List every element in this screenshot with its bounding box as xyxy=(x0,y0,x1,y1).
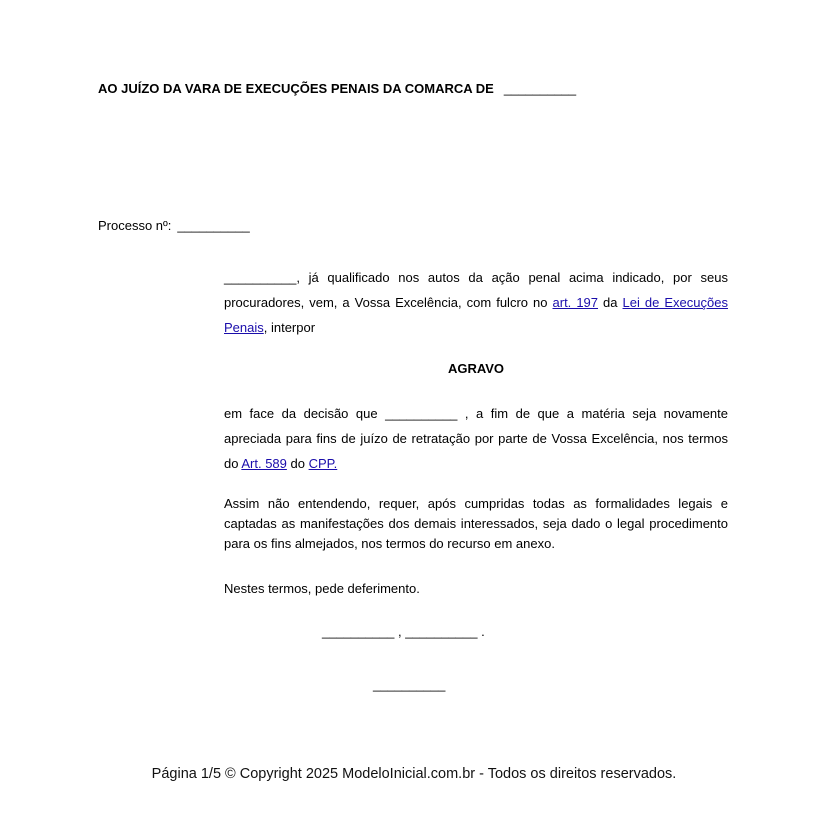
paragraph-petitioner xyxy=(224,265,728,340)
link-art-589[interactable]: Art. 589 xyxy=(241,456,287,471)
process-number-line xyxy=(98,218,250,233)
signature-line: __________ xyxy=(373,677,446,692)
place-date-line xyxy=(322,624,485,639)
paragraph-request: Assim não entendendo, requer, após cumpridas todas as formalidades legais e captadas as manifestações dos demais interessados, seja dado o legal procedimento para os fins almejados, nos termos do recurso em anexo. xyxy=(224,496,728,551)
addressee-text: AO JUÍZO DA VARA DE EXECUÇÕES PENAIS DA COMARCA DE xyxy=(98,81,494,96)
paragraph-text: em face da decisão que xyxy=(224,406,386,421)
comarca-blank: __________ xyxy=(503,81,577,96)
closing-text: Nestes termos, pede deferimento. xyxy=(224,581,420,596)
decision-blank: __________ xyxy=(385,406,458,421)
paragraph-text: , interpor xyxy=(263,320,316,335)
link-cpp[interactable]: CPP. xyxy=(308,456,338,471)
paragraph-text: da xyxy=(598,295,623,310)
petitioner-name-blank: __________ xyxy=(224,270,297,285)
date-blank: __________ xyxy=(405,624,478,639)
process-number-blank: __________ xyxy=(177,218,250,233)
period: . xyxy=(481,624,485,639)
paragraph-text: , a fim de que a matéria seja novamente apreciada para fins de juízo de retratação por parte de Vossa Excelência, nos termos do xyxy=(224,406,729,471)
link-art-197[interactable]: art. 197 xyxy=(552,295,599,310)
separator: , xyxy=(397,624,402,639)
process-label: Processo nº: xyxy=(98,218,172,233)
page-footer: Página 1/5 © Copyright 2025 ModeloInicial.com.br - Todos os direitos reservados. xyxy=(151,766,677,782)
link-lei-execucoes-penais[interactable]: Lei de Execuções Penais xyxy=(224,295,728,335)
paragraph-text: do xyxy=(286,456,309,471)
paragraph-text: , já qualificado nos autos da ação penal acima indicado, por seus procuradores, vem, a Vossa Excelência, com fulcro no xyxy=(224,270,728,310)
paragraph-decision xyxy=(224,401,728,476)
place-blank: __________ xyxy=(322,624,395,639)
addressee-line xyxy=(98,81,576,96)
agravo-heading: AGRAVO xyxy=(447,361,505,376)
